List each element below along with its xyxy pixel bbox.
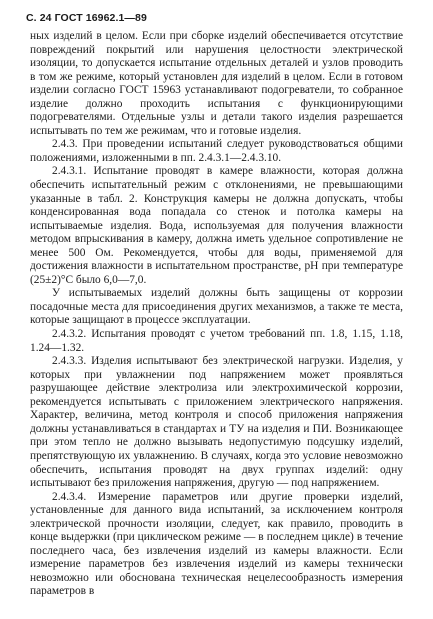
paragraph-2-4-3-4: 2.4.3.4. Измерение параметров или другие проверки изделий, установленные для данного вида испытаний, за исключением контроля электрической прочности изоляции, следует, как правило, проводить в конце выдержки (при циклическом режиме — в последнем цикле) в течение последнего часа, без извлечения изделий из камеры влажности. Если измерение параметров без извлечения изделий из камеры технически невозможно или обоснована техническая нецелесообразность измерения параметров в — [30, 490, 403, 598]
standard-designation: ГОСТ 16962.1—89 — [54, 12, 147, 24]
paragraph-2-4-3: 2.4.3. При проведении испытаний следует руководствоваться общими положениями, изложенными в пп. 2.4.3.1—2.4.3.10. — [30, 138, 403, 164]
paragraph-corrosion-protection: У испытываемых изделий должны быть защищены от коррозии посадочные места для присоединения других механизмов, а также те места, которые защищают в процессе эксплуатации. — [30, 287, 403, 327]
paragraph-2-4-3-3: 2.4.3.3. Изделия испытывают без электрической нагрузки. Изделия, у которых при увлажнении под напряжением может проявляться разрушающее действие электролиза или электрохимической коррозии, рекомендуется испытывать с приложением электрического напряжения. Характер, величина, метод контроля и способ приложения напряжения должны устанавливаться в стандартах и ТУ на изделия и ПИ. Возникающее при этом тепло не должно вызывать недопустимую подсушку изделий, препятствующую их увлажнению. В случаях, когда это условие невозможно обеспечить, испытания проводят на двух группах изделий: одну испытывают без приложения напряжения, другую — под напряжением. — [30, 355, 403, 490]
page-header — [26, 12, 403, 25]
paragraph-2-4-3-1: 2.4.3.1. Испытание проводят в камере влажности, которая должна обеспечить испытательный режим с отклонениями, не превышающими указанные в табл. 2. Конструкция камеры не должна допускать, чтобы конденсированная вода попадала со стенок и потолка камеры на испытываемые изделия. Вода, используемая для получения влажности методом впрыскивания в камеру, должна иметь удельное сопротивление не менее 500 Ом. Рекомендуется, чтобы для воды, применяемой для достижения влажности в испытательном пространстве, pH при температуре (25±2)°С было 6,0—7,0. — [30, 165, 403, 286]
paragraph-continuation: ных изделий в целом. Если при сборке изделий обеспечивается отсутствие повреждений покрытий или нарушения целостности электрической изоляции, то допускается испытание отдельных деталей и узлов проводить в том же режиме, который установлен для изделий в целом. Если в готовом изделии согласно ГОСТ 15963 устанавливают подогреватели, то собранное изделие должно проходить испытания с функционирующими подогревателями. Отдельные узлы и детали такого изделия разрешается испытывать по тем же режимам, что и готовые изделия. — [30, 30, 403, 137]
paragraph-2-4-3-2: 2.4.3.2. Испытания проводят с учетом требований пп. 1.8, 1.15, 1.18, 1.24—1.32. — [30, 328, 403, 354]
body-text — [30, 30, 403, 599]
page-number: С. 24 — [26, 12, 52, 24]
